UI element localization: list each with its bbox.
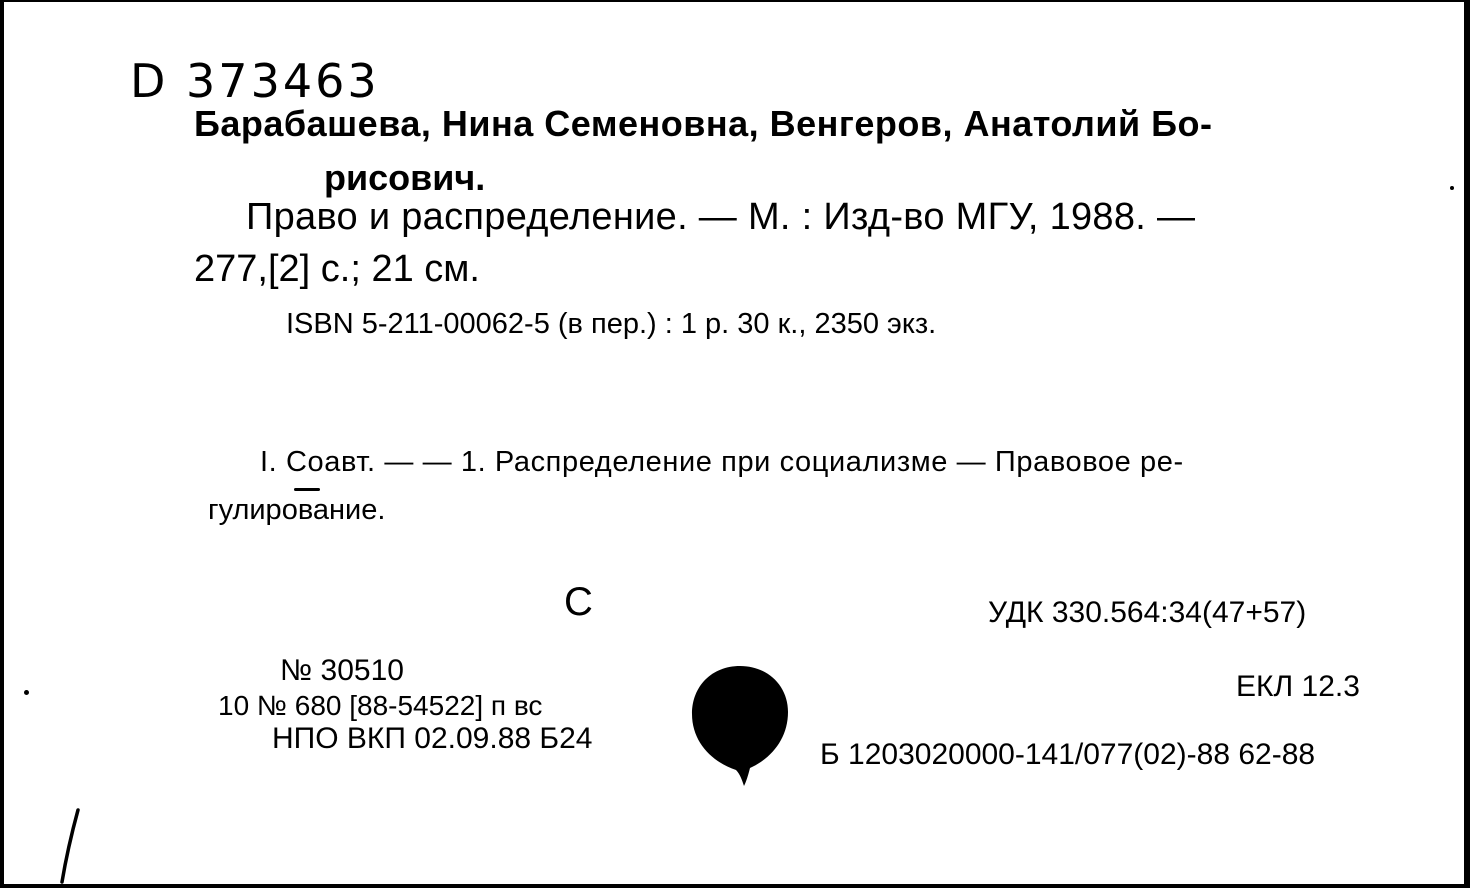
authors-line-2: рисович.	[324, 157, 486, 198]
handwritten-shelfmark: D 373463	[130, 54, 380, 108]
ink-blot-mark	[688, 662, 792, 788]
title-line-1: Право и распределение. — М. : Изд-во МГУ, 1988. —	[246, 196, 1196, 238]
ekl-code: ЕКЛ 12.3	[1236, 670, 1360, 703]
speck	[1450, 186, 1454, 190]
authors-line-1: Барабашева, Нина Семеновна, Венгеров, Анатолий Бо-	[194, 103, 1213, 144]
isbn-line: ISBN 5-211-00062-5 (в пер.) : 1 р. 30 к., 2350 экз.	[286, 308, 937, 340]
letter-c: С	[564, 580, 593, 624]
bottom-left-line-1: № 30510	[280, 654, 404, 687]
speck	[24, 690, 29, 695]
udk-code: УДК 330.564:34(47+57)	[988, 596, 1307, 629]
tracings-line-1: I. Соавт. — — 1. Распределение при социализме — Правовое ре-	[260, 446, 1184, 478]
tracings-line-2: гулирование.	[208, 494, 386, 526]
bottom-right-code: Б 1203020000-141/077(02)-88 62-88	[820, 738, 1316, 771]
speck	[294, 488, 320, 491]
bottom-left-line-2: 10 № 680 [88-54522] п вс	[218, 690, 543, 721]
title-line-2: 277,[2] с.; 21 см.	[194, 248, 480, 290]
catalog-card	[4, 2, 1464, 884]
pencil-stroke-mark	[54, 808, 84, 884]
bottom-left-line-3: НПО ВКП 02.09.88 Б24	[272, 722, 593, 755]
